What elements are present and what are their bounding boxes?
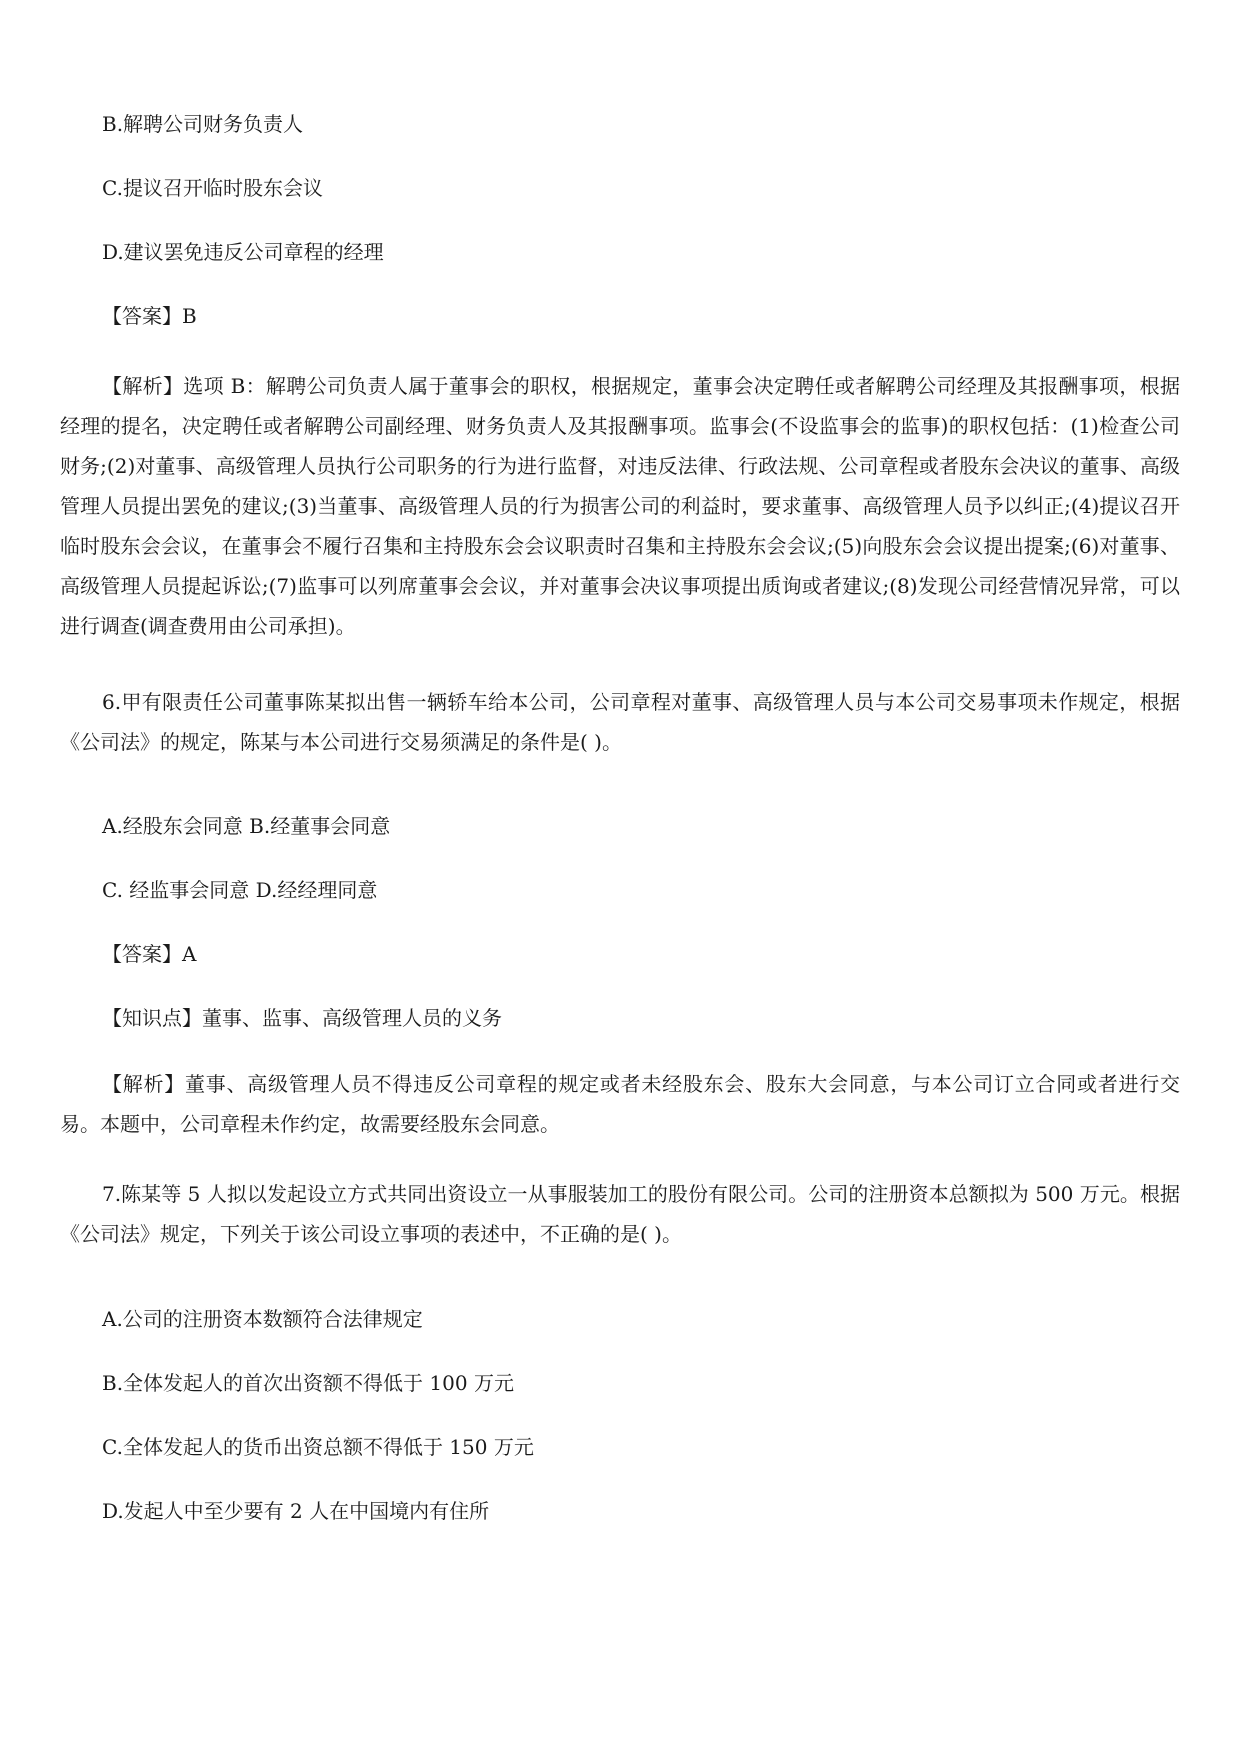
q5-analysis: 【解析】选项 B：解聘公司负责人属于董事会的职权，根据规定，董事会决定聘任或者解聘公司经理及其报酬事项，根据经理的提名，决定聘任或者解聘公司副经理、财务负责人及其报酬事项。监事会(不设监事会的监事)的职权包括：(1)检查公司财务;(2)对董事、高级管理人员执行公司职务的行为进行监督，对违反法律、行政法规、公司章程或者股东会决议的董事、高级管理人员提出罢免的建议;(3)当董事、高级管理人员的行为损害公司的利益时，要求董事、高级管理人员予以纠正;(4)提议召开临时股东会会议，在董事会不履行召集和主持股东会会议职责时召集和主持股东会会议;(5)向股东会会议提出提案;(6)对董事、高级管理人员提起诉讼;(7)监事可以列席董事会会议，并对董事会决议事项提出质询或者建议;(8)发现公司经营情况异常，可以进行调查(调查费用由公司承担)。 (60, 374, 1180, 638)
q6-options-cd: C. 经监事会同意 D.经经理同意 (102, 878, 378, 902)
q6-options-ab: A.经股东会同意 B.经董事会同意 (102, 814, 391, 838)
q6-analysis: 【解析】董事、高级管理人员不得违反公司章程的规定或者未经股东会、股东大会同意，与本公司订立合同或者进行交易。本题中，公司章程未作约定，故需要经股东会同意。 (60, 1072, 1180, 1136)
q5-option-b: B.解聘公司财务负责人 (102, 112, 304, 136)
q7-stem: 7.陈某等 5 人拟以发起设立方式共同出资设立一从事服装加工的股份有限公司。公司的注册资本总额拟为 500 万元。根据《公司法》规定，下列关于该公司设立事项的表述中，不正确的是( )。 (60, 1182, 1180, 1246)
q5-answer: 【答案】B (102, 304, 197, 328)
q7-option-b: B.全体发起人的首次出资额不得低于 100 万元 (102, 1371, 514, 1395)
q6-stem: 6.甲有限责任公司董事陈某拟出售一辆轿车给本公司，公司章程对董事、高级管理人员与本公司交易事项未作规定，根据《公司法》的规定，陈某与本公司进行交易须满足的条件是( )。 (60, 690, 1180, 754)
q6-answer: 【答案】A (102, 942, 197, 966)
q5-option-d: D.建议罢免违反公司章程的经理 (102, 240, 384, 264)
q7-option-d: D.发起人中至少要有 2 人在中国境内有住所 (102, 1499, 490, 1523)
q7-option-c: C.全体发起人的货币出资总额不得低于 150 万元 (102, 1435, 534, 1459)
q7-option-a: A.公司的注册资本数额符合法律规定 (102, 1307, 423, 1331)
q5-option-c: C.提议召开临时股东会议 (102, 176, 323, 200)
q6-knowledge-point: 【知识点】董事、监事、高级管理人员的义务 (102, 1006, 502, 1030)
